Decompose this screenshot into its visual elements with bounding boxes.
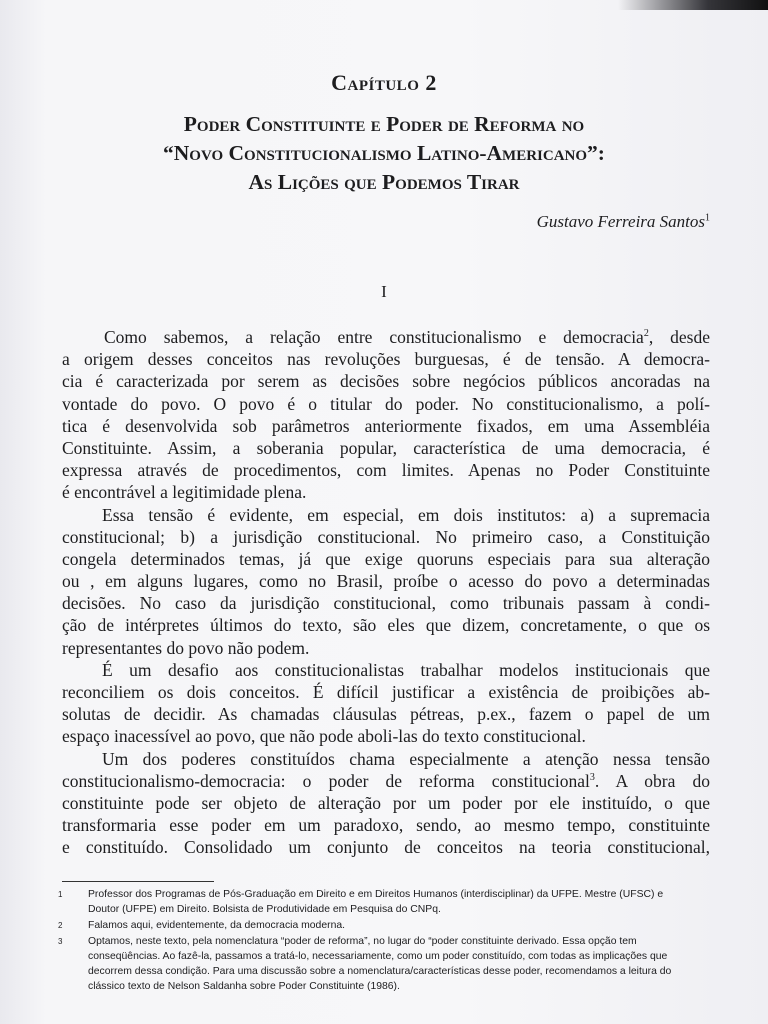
footnote-line: clássico texto de Nelson Saldanha sobre Poder Constituinte (1986). (88, 981, 400, 992)
footnote (58, 934, 714, 994)
footnote-line: Professor dos Programas de Pós-Graduação em Direito e em Direitos Humanos (interdisciplinar) da UFPE. Mestre (UFSC) e (88, 889, 664, 900)
text-line (62, 814, 710, 836)
text-segment: ção de intérpretes últimos do texto, são eles que dizem, concretamente, o que os (62, 615, 710, 636)
text-segment: cia é caracterizada por serem as decisões sobre negócios públicos ancoradas na (62, 371, 710, 392)
text-line (62, 770, 710, 792)
footnote-line: Doutor (UFPE) em Direito. Bolsista de Produtividade em Pesquisa do CNPq. (88, 904, 441, 915)
text-segment: Como sabemos, a relação entre constitucionalismo e democracia (104, 327, 644, 347)
text-line (62, 504, 710, 526)
text-segment: representantes do povo não podem. (62, 637, 310, 658)
text-line (62, 570, 710, 592)
text-line (62, 393, 710, 415)
text-segment: a origem desses conceitos nas revoluções burguesas, é de tensão. A democra- (62, 349, 710, 370)
footnote-line: conseqüências. Ao fazê-la, passamos a tratá-lo, necessariamente, como um poder constituído, com todas as implicações que (88, 951, 668, 962)
page-corner-shadow (618, 0, 768, 10)
text-segment: tica é desenvolvida sob parâmetros anteriormente fixados, em uma Assembléia (62, 415, 710, 436)
text-segment: Constituinte. Assim, a soberania popular, característica de uma democracia, é (62, 437, 710, 458)
text-line (62, 659, 710, 681)
text-segment: ou , em alguns lugares, como no Brasil, proíbe o acesso do povo a determinadas (62, 571, 710, 592)
text-line (62, 415, 710, 437)
text-segment: . A obra do (594, 770, 710, 791)
title-line: As Lições que Podemos Tirar (248, 170, 520, 194)
paragraph (62, 326, 710, 504)
text-segment: Essa tensão é evidente, em especial, em dois institutos: a) a supremacia (102, 504, 710, 525)
text-segment: espaço inacessível ao povo, que não pode aboli-las do texto constitucional. (62, 726, 586, 747)
author-name-text: Gustavo Ferreira Santos (536, 212, 705, 231)
chapter-heading: Capítulo 2 (331, 70, 437, 95)
paragraph (62, 504, 710, 659)
footnote-number: 1 (58, 890, 63, 899)
footnote-divider (62, 881, 214, 882)
title-line: “Novo Constitucionalismo Latino-Americano”: (163, 141, 605, 165)
footnote-ref: 2 (643, 328, 649, 340)
text-segment: é encontrável a legitimidade plena. (62, 482, 307, 503)
text-segment: , desde (648, 327, 710, 347)
footnote-number: 3 (58, 937, 63, 946)
text-segment: e constituído. Consolidado um conjunto de conceitos na teoria constitucional, (62, 837, 710, 858)
text-segment: reconciliem os dois conceitos. É difícil justificar a existência de proibições ab- (62, 682, 710, 702)
text-segment: vontade do povo. O povo é o titular do poder. No constitucionalismo, a polí- (62, 393, 710, 414)
footnote (58, 918, 714, 933)
footnotes (58, 887, 714, 995)
text-segment: constituinte pode ser objeto de alteração por um poder por ele instituído, o que (62, 792, 710, 813)
paragraph (62, 748, 710, 859)
text-line (62, 792, 710, 814)
text-segment: constitucional; b) a jurisdição constitucional. No primeiro caso, a Constituição (62, 526, 710, 547)
text-segment: congela determinados temas, já que exige quoruns especiais para sua alteração (62, 548, 710, 569)
footnote-ref: 3 (589, 771, 595, 783)
text-line (62, 526, 710, 548)
footnote-line: Optamos, neste texto, pela nomenclatura “poder de reforma”, no lugar do “poder constituinte derivado. Essa opção tem (88, 936, 637, 947)
text-line (62, 437, 710, 459)
section-number: I (381, 282, 387, 301)
author-name (537, 212, 710, 232)
text-line (62, 725, 710, 747)
text-line (62, 348, 710, 370)
text-segment: Um dos poderes constituídos chama especialmente a atenção nessa tensão (102, 748, 710, 769)
text-segment: transformaria esse poder em um paradoxo, sendo, ao mesmo tempo, constituinte (62, 815, 710, 836)
text-line (62, 703, 710, 725)
author-footnote-ref: 1 (705, 212, 710, 224)
text-segment: constitucionalismo-democracia: o poder de reforma constitucional (62, 770, 590, 791)
text-line (62, 370, 710, 392)
footnote-line: decorrem dessa condição. Para uma discussão sobre a nomenclatura/características desse poder, recomendamos a leitura do (88, 966, 672, 977)
text-line (62, 481, 710, 503)
title-line: Poder Constituinte e Poder de Reforma no (183, 112, 585, 136)
text-line (62, 548, 710, 570)
text-line (62, 637, 710, 659)
footnote (58, 887, 714, 917)
chapter-title (80, 110, 688, 197)
text-line (62, 592, 710, 614)
text-segment: É um desafio aos constitucionalistas trabalhar modelos institucionais que (102, 659, 710, 680)
body-text (62, 326, 710, 859)
text-line (62, 681, 710, 703)
text-line (62, 614, 710, 636)
footnote-line: Falamos aqui, evidentemente, da democracia moderna. (88, 920, 346, 931)
text-line (62, 459, 710, 481)
text-line (62, 836, 710, 858)
footnote-number: 2 (58, 921, 63, 930)
text-line (62, 326, 710, 348)
text-segment: expressa através de procedimentos, com limites. Apenas no Poder Constituinte (62, 460, 710, 481)
text-segment: decisões. No caso da jurisdição constitucional, como tribunais passam à condi- (62, 593, 710, 614)
text-line (62, 748, 710, 770)
text-segment: solutas de decidir. As chamadas cláusulas pétreas, p.ex., fazem o papel de um (62, 704, 710, 725)
paragraph (62, 659, 710, 748)
